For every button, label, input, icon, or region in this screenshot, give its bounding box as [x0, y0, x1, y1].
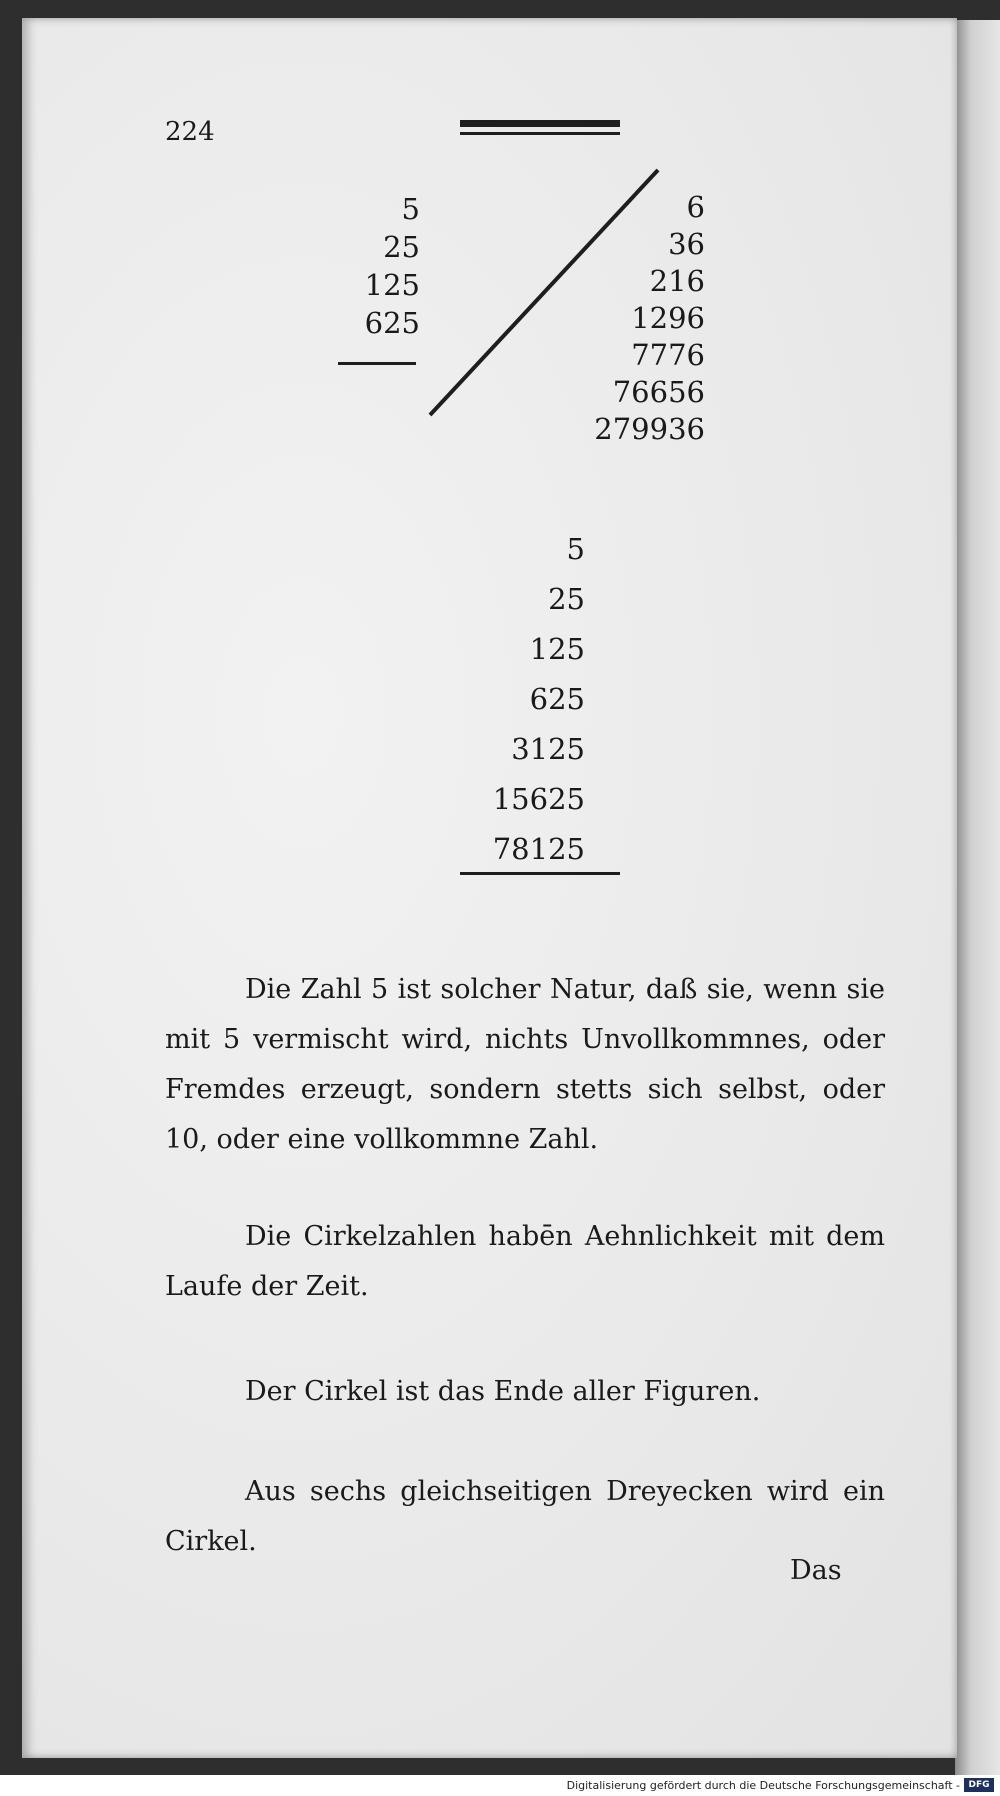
table-center-value: 15625 — [492, 782, 585, 816]
table-right-value: 1296 — [631, 301, 705, 335]
digitization-credit: Digitalisierung gefördert durch die Deutsche Forschungsgemeinschaft - — [566, 1779, 960, 1792]
dfg-logo: DFG — [964, 1778, 994, 1792]
powers-of-five-column — [330, 192, 420, 347]
catchword: Das — [790, 1555, 842, 1586]
paragraph-number-five: Die Zahl 5 ist solcher Natur, daß sie, wenn sie mit 5 vermischt wird, nichts Unvollkommnes, oder Fremdes erzeugt, sondern stetts sich selbst, oder 10, oder eine vollkommne Zahl. — [165, 974, 885, 1155]
table-center-value: 3125 — [511, 732, 585, 766]
table-center-value: 625 — [529, 682, 585, 716]
table-center-value: 5 — [566, 532, 585, 566]
paragraph-six-triangles: Aus sechs gleichseitigen Dreyecken wird ein Cirkel. — [165, 1476, 885, 1557]
table-right-value: 216 — [649, 264, 705, 298]
paragraph-circle-numbers: Die Cirkelzahlen habēn Aehnlichkeit mit dem Laufe der Zeit. — [165, 1221, 885, 1302]
center-column-rule — [460, 872, 620, 875]
table-left-value: 25 — [383, 230, 420, 264]
adjacent-page-edge — [955, 20, 1000, 1780]
header-rule-thin — [460, 132, 620, 135]
table-left-value: 625 — [364, 306, 420, 340]
table-right-value: 36 — [668, 227, 705, 261]
table-center-value: 125 — [529, 632, 585, 666]
powers-of-five-centered-column — [440, 532, 585, 885]
table-center-value: 78125 — [492, 832, 585, 866]
left-column-rule — [338, 362, 416, 365]
table-center-value: 25 — [548, 582, 585, 616]
table-left-value: 125 — [364, 268, 420, 302]
powers-of-six-column — [560, 190, 705, 452]
table-right-value: 279936 — [594, 412, 705, 446]
header-rule-thick — [460, 120, 620, 127]
paragraph-circle-end: Der Cirkel ist das Ende aller Figuren. — [245, 1376, 761, 1407]
table-left-value: 5 — [401, 192, 420, 226]
table-right-value: 7776 — [631, 338, 705, 372]
page-number: 224 — [165, 117, 215, 147]
table-right-value: 6 — [686, 190, 705, 224]
table-right-value: 76656 — [612, 375, 705, 409]
